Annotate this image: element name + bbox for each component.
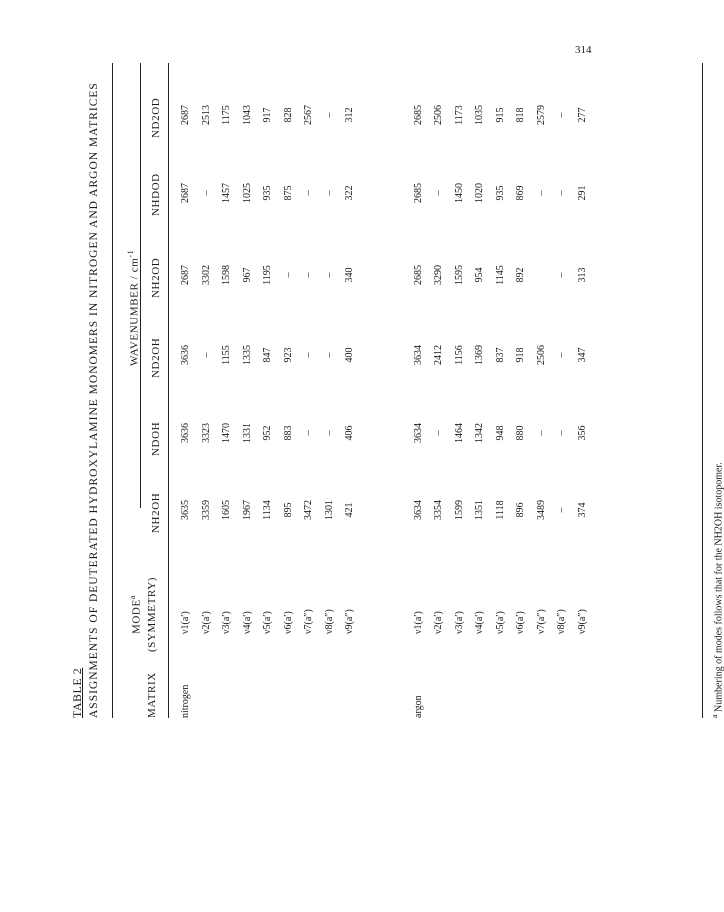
value-cell: 1605 [221,500,232,520]
page-number: 314 [575,44,592,56]
value-cell: – [200,190,212,196]
value-cell: 2579 [535,105,547,125]
footnote-mark: a [710,714,719,718]
value-cell: 340 [344,267,355,283]
value-cell: 3354 [433,500,444,520]
value-cell: 1351 [474,500,485,520]
mode-label: ν1(a′) [412,611,424,634]
value-cell: 3489 [535,500,547,520]
wavenumber-header-sup: -1 [126,249,135,258]
value-cell: 967 [241,267,253,283]
value-cell: 3634 [412,423,424,443]
value-cell: 2506 [535,345,547,365]
value-cell: 952 [262,425,273,441]
column-header-ndoh: NDOH [150,421,162,456]
value-cell: 1470 [221,423,232,443]
value-cell: 1173 [453,105,465,125]
value-cell: 374 [576,502,588,518]
wavenumber-rule [140,63,141,508]
value-cell: 291 [576,185,588,201]
value-cell: – [535,190,547,196]
value-cell: – [323,112,335,118]
value-cell: 818 [515,107,526,123]
mode-label: ν4(a′) [474,611,485,634]
mode-header-text: MODE [130,599,143,634]
value-cell: 1450 [453,183,465,203]
value-cell: – [556,272,567,278]
value-cell: – [556,190,567,196]
value-cell: 3636 [180,423,191,443]
value-cell: 948 [494,425,506,441]
value-cell: 923 [282,347,294,363]
value-cell: 1035 [474,105,485,125]
value-cell: – [200,352,212,358]
value-cell: 2687 [180,265,191,285]
value-cell: 312 [344,107,355,123]
wavenumber-header-text: WAVENUMBER / cm [128,257,141,366]
mode-label: ν7(a″) [535,609,547,634]
footnote [710,462,724,718]
value-cell: 896 [515,502,526,518]
table-title: ASSIGNMENTS OF DEUTERATED HYDROXYLAMINE MONOMERS IN NITROGEN AND ARGON MATRICES [88,82,100,718]
mode-label: ν2(a′) [433,611,444,634]
value-cell: 1156 [453,345,465,365]
value-cell: 400 [344,347,355,363]
value-cell: 322 [344,185,355,201]
value-cell: 2685 [412,105,424,125]
footnote-text: Numbering of modes follows that for the NH2OH isotopomer. [713,462,724,712]
value-cell: 3636 [180,345,191,365]
mode-label: ν1(a′) [180,611,191,634]
value-cell: – [433,430,444,436]
top-rule [112,63,113,718]
value-cell: 3634 [412,500,424,520]
matrix-label: argon [412,695,424,718]
value-cell: 880 [515,425,526,441]
value-cell: 1342 [474,423,485,443]
value-cell: 1025 [241,183,253,203]
value-cell: 935 [494,185,506,201]
value-cell: 935 [262,185,273,201]
wavenumber-header [126,250,141,366]
value-cell: – [303,190,314,196]
value-cell: 875 [282,185,294,201]
mode-header-sup: a [128,595,137,600]
value-cell: 1967 [241,500,253,520]
value-cell: 954 [474,267,485,283]
value-cell: 892 [515,267,526,283]
value-cell: 356 [576,425,588,441]
mode-label: ν3(a′) [221,611,232,634]
mode-label: ν8(a″) [323,609,335,634]
value-cell: 1464 [453,423,465,443]
value-cell: 1155 [221,345,232,365]
mode-header [128,595,143,634]
value-cell: 3472 [303,500,314,520]
matrix-header: MATRIX [146,672,158,718]
value-cell: – [282,272,294,278]
value-cell: – [323,430,335,436]
value-cell: – [556,352,567,358]
value-cell: 1118 [494,500,506,520]
value-cell: 915 [494,107,506,123]
value-cell: 837 [494,347,506,363]
value-cell: – [323,272,335,278]
value-cell: – [303,352,314,358]
value-cell: 2687 [180,105,191,125]
value-cell: 1595 [453,265,465,285]
bottom-rule [702,63,703,718]
symmetry-header: (SYMMETRY) [146,576,158,652]
value-cell: – [323,352,335,358]
value-cell: 2513 [200,105,212,125]
value-cell: 1599 [453,500,465,520]
value-cell: 1134 [262,500,273,520]
mode-label: ν9(a″) [576,609,588,634]
value-cell: – [556,112,567,118]
value-cell: 1457 [221,183,232,203]
value-cell: – [556,430,567,436]
value-cell: 1043 [241,105,253,125]
column-header-nhdod: NHDOD [150,173,162,216]
value-cell: 1335 [241,345,253,365]
value-cell: – [556,507,567,513]
mode-label: ν7(a″) [303,609,314,634]
value-cell: 2685 [412,183,424,203]
mode-label: ν8(a″) [556,609,567,634]
value-cell: 895 [282,502,294,518]
mode-label: ν5(a′) [494,611,506,634]
value-cell: 2567 [303,105,314,125]
header-rule [168,63,169,718]
value-cell: 1020 [474,183,485,203]
column-header-nh2oh: NH2OH [150,492,162,533]
value-cell: 1145 [494,265,506,285]
value-cell: 313 [576,267,588,283]
value-cell: 869 [515,185,526,201]
value-cell: 847 [262,347,273,363]
value-cell: 2685 [412,265,424,285]
value-cell: – [303,430,314,436]
value-cell: 1195 [262,265,273,285]
value-cell: 3290 [433,265,444,285]
mode-label: ν5(a′) [262,611,273,634]
matrix-label: nitrogen [180,684,191,718]
value-cell: 2412 [433,345,444,365]
value-cell: 917 [262,107,273,123]
value-cell: – [323,190,335,196]
value-cell: 3323 [200,423,212,443]
value-cell: – [433,190,444,196]
value-cell: 2687 [180,183,191,203]
value-cell: 1301 [323,500,335,520]
value-cell: 347 [576,347,588,363]
value-cell: 1175 [221,105,232,125]
value-cell: 1598 [221,265,232,285]
mode-label: ν9(a″) [344,609,355,634]
column-header-nd2od: ND2OD [150,97,162,138]
value-cell: 3302 [200,265,212,285]
table-label: TABLE 2 [70,667,84,718]
value-cell: 918 [515,347,526,363]
value-cell: 277 [576,107,588,123]
value-cell: 406 [344,425,355,441]
value-cell: 1369 [474,345,485,365]
mode-label: ν6(a′) [282,611,294,634]
column-header-nd2oh: ND2OH [150,337,162,378]
value-cell: 883 [282,425,294,441]
rotated-table [70,58,724,718]
mode-label: ν2(a′) [200,611,212,634]
value-cell: 2506 [433,105,444,125]
mode-label: ν6(a′) [515,611,526,634]
value-cell: – [303,272,314,278]
value-cell: 1331 [241,423,253,443]
column-header-nh2od: NH2OD [150,257,162,298]
value-cell: 3359 [200,500,212,520]
value-cell: – [535,430,547,436]
value-cell: 3634 [412,345,424,365]
mode-label: ν4(a′) [241,611,253,634]
value-cell: 3635 [180,500,191,520]
value-cell: 828 [282,107,294,123]
mode-label: ν3(a′) [453,611,465,634]
value-cell: 421 [344,502,355,518]
